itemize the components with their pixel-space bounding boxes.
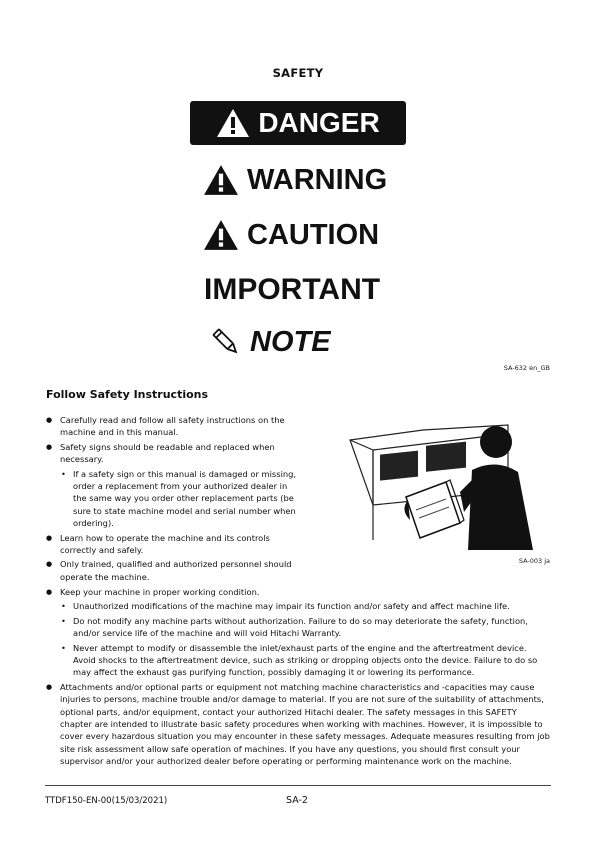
operator-reading-manual-illustration	[348, 420, 553, 555]
warning-signal-word	[203, 160, 387, 200]
document-code: TTDF150-EN-00(15/03/2021)	[45, 796, 168, 806]
warning-triangle-icon	[203, 164, 239, 196]
list-item: ● Keep your machine in proper working condition.	[45, 586, 551, 598]
danger-signal-word	[190, 101, 406, 145]
warning-label: WARNING	[247, 163, 388, 196]
footer-divider	[45, 785, 551, 786]
list-item: ● Attachments and/or optional parts or equipment not matching machine characteristics and -capacities may cause injuries to persons, machine trouble and/or damage to material. If you are not sure of the suitability of attachments, optional parts, and/or equipment, contact your authorized Hitachi dealer. The safety messages in this SAFETY chapter are intended to illustrate basic safety procedures when working with machines. However, it is impossible to cover every hazardous situation you may encounter in these safety messages. Adequate measures resulting from job site risk assessment allow safe operation of machines. If you have any questions, you should first consult your supervisor and/or your authorized dealer before operating or performing maintenance work on the machine.	[45, 681, 551, 768]
page-title: SAFETY	[272, 66, 324, 80]
list-item: ● Safety signs should be readable and replaced when necessary.	[45, 441, 300, 466]
sub-list-item: • Do not modify any machine parts without authorization. Failure to do so may deteriorate the safety, function, and/or service life of the machine and will void Hitachi Warranty.	[59, 615, 551, 640]
sub-list-item: • Never attempt to modify or disassemble the inlet/exhaust parts of the engine and the aftertreatment device. Avoid shocks to the aftertreatment device, such as striking or dropping objects onto the device. Failure to do so may affect the exhaust gas purifying function, possibly damaging it or lowering its performance.	[59, 642, 551, 679]
caution-signal-word	[203, 215, 379, 255]
important-signal-word	[204, 270, 380, 310]
list-item: ● Only trained, qualified and authorized personnel should operate the machine.	[45, 558, 300, 583]
note-label: NOTE	[250, 325, 331, 358]
list-item: ● Learn how to operate the machine and its controls correctly and safely.	[45, 532, 300, 557]
figure-reference: SA-632 en_GB	[503, 364, 550, 372]
warning-triangle-icon	[216, 108, 250, 138]
page-number: SA-2	[286, 795, 308, 806]
warning-triangle-icon	[203, 219, 239, 251]
instructions-list-top	[45, 414, 300, 585]
important-label: IMPORTANT	[204, 273, 381, 306]
pencil-icon	[210, 326, 242, 358]
caution-label: CAUTION	[247, 218, 380, 251]
note-signal-word	[210, 322, 331, 362]
sub-list-item: • Unauthorized modifications of the machine may impair its function and/or safety and affect machine life.	[59, 600, 551, 612]
danger-label: DANGER	[258, 107, 380, 138]
sub-list-item: • If a safety sign or this manual is damaged or missing, order a replacement from your authorized dealer in the same way you order other replacement parts (be sure to state machine model and serial number when ordering).	[59, 468, 300, 530]
list-item: ● Carefully read and follow all safety instructions on the machine and in this manual.	[45, 414, 300, 439]
instructions-list-bottom	[45, 586, 551, 770]
figure-reference: SA-003 ja	[518, 557, 550, 565]
section-title: Follow Safety Instructions	[46, 388, 209, 401]
